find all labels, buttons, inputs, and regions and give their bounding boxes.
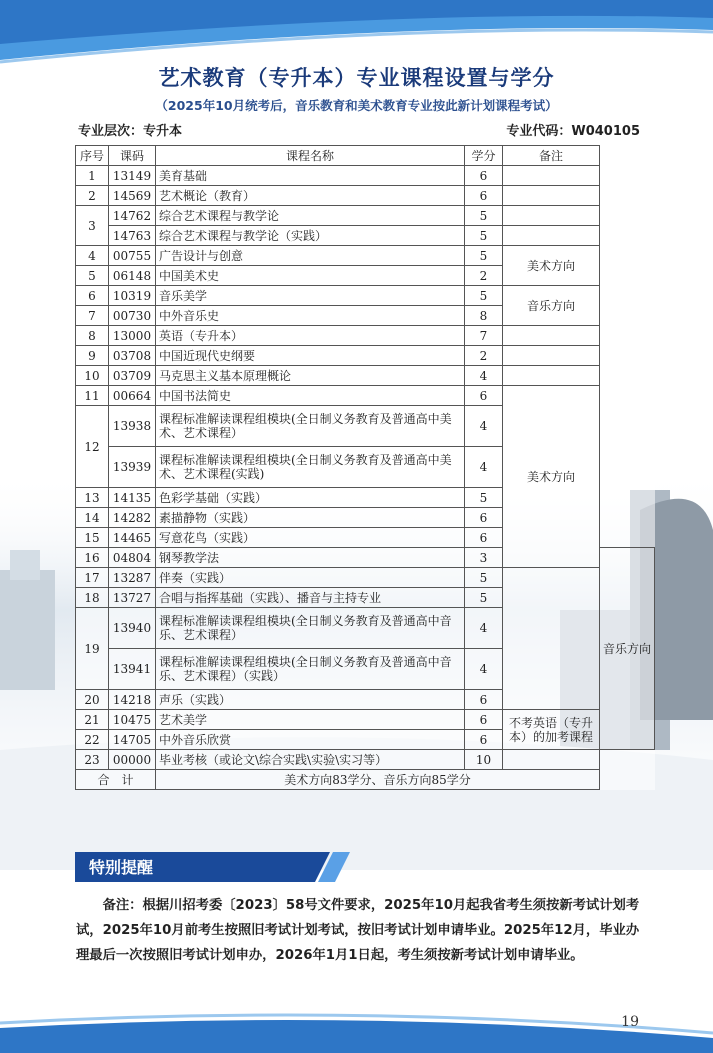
- cell-code: 14282: [109, 508, 156, 528]
- cell-note: [503, 166, 600, 186]
- cell-no: 4: [76, 246, 109, 266]
- table-row: [76, 588, 655, 608]
- cell-code: 13000: [109, 326, 156, 346]
- cell-name: 综合艺术课程与教学论: [156, 206, 465, 226]
- note-art-direction: 美术方向: [503, 246, 600, 286]
- cell-credit: 5: [465, 568, 503, 588]
- cell-name: 马克思主义基本原理概论: [156, 366, 465, 386]
- cell-name: 中外音乐欣赏: [156, 730, 465, 750]
- cell-credit: 6: [465, 730, 503, 750]
- cell-no: 6: [76, 286, 109, 306]
- cell-code: 13727: [109, 588, 156, 608]
- cell-code: 13941: [109, 649, 156, 690]
- cell-credit: 6: [465, 710, 503, 730]
- cell-no: 17: [76, 568, 109, 588]
- cell-name: 音乐美学: [156, 286, 465, 306]
- cell-no: 5: [76, 266, 109, 286]
- table-row: [76, 366, 655, 386]
- cell-no: 12: [76, 406, 109, 488]
- cell-no: 23: [76, 750, 109, 770]
- table-row: [76, 346, 655, 366]
- cell-note: [503, 206, 600, 226]
- cell-credit: 6: [465, 166, 503, 186]
- cell-no: 3: [76, 206, 109, 246]
- cell-code: 00000: [109, 750, 156, 770]
- cell-name: 课程标准解读课程组模块(全日制义务教育及普通高中美术、艺术课程）: [156, 406, 465, 447]
- table-row: [76, 286, 655, 306]
- cell-name: 伴奏（实践）: [156, 568, 465, 588]
- header-credit: 学分: [465, 146, 503, 166]
- cell-code: 13939: [109, 447, 156, 488]
- cell-code: 04804: [109, 548, 156, 568]
- cell-credit: 5: [465, 488, 503, 508]
- cell-credit: 6: [465, 186, 503, 206]
- cell-code: 00664: [109, 386, 156, 406]
- cell-code: 10475: [109, 710, 156, 730]
- cell-code: 13287: [109, 568, 156, 588]
- cell-code: 06148: [109, 266, 156, 286]
- cell-credit: 5: [465, 246, 503, 266]
- course-table: [75, 145, 655, 790]
- cell-code: 14705: [109, 730, 156, 750]
- bottom-decoration: [0, 1003, 713, 1053]
- cell-name: 钢琴教学法: [156, 548, 465, 568]
- table-row: [76, 386, 655, 406]
- cell-no: 16: [76, 548, 109, 568]
- cell-credit: 5: [465, 206, 503, 226]
- cell-no: 1: [76, 166, 109, 186]
- cell-no: 15: [76, 528, 109, 548]
- cell-code: 14135: [109, 488, 156, 508]
- header-no: 序号: [76, 146, 109, 166]
- cell-no: 7: [76, 306, 109, 326]
- note-music-direction: 音乐方向: [600, 548, 655, 750]
- table-row: [76, 649, 655, 690]
- note-extra-course: 不考英语（专升本）的加考课程: [503, 710, 600, 750]
- cell-code: 13940: [109, 608, 156, 649]
- table-row: [76, 690, 655, 710]
- cell-credit: 4: [465, 447, 503, 488]
- cell-note: [503, 366, 600, 386]
- cell-code: 00730: [109, 306, 156, 326]
- cell-credit: 6: [465, 528, 503, 548]
- cell-credit: 2: [465, 346, 503, 366]
- cell-name: 毕业考核（或论文\综合实践\实验\实习等）: [156, 750, 465, 770]
- cell-code: 14218: [109, 690, 156, 710]
- cell-code: 14762: [109, 206, 156, 226]
- cell-credit: 4: [465, 406, 503, 447]
- header-name: 课程名称: [156, 146, 465, 166]
- cell-name: 色彩学基础（实践）: [156, 488, 465, 508]
- cell-name: 素描静物（实践）: [156, 508, 465, 528]
- table-header-row: [76, 146, 655, 166]
- cell-name: 中国书法简史: [156, 386, 465, 406]
- cell-code: 14569: [109, 186, 156, 206]
- major-code: 专业代码：W040105: [506, 124, 640, 139]
- cell-credit: 6: [465, 386, 503, 406]
- cell-code: 00755: [109, 246, 156, 266]
- cell-no: 22: [76, 730, 109, 750]
- cell-name: 中国近现代史纲要: [156, 346, 465, 366]
- reminder-text: 备注：根据川招考委〔2023〕58号文件要求，2025年10月起我省考生须按新考试计划考试，2025年10月前考生按照旧考试计划考试，按旧考试计划申请毕业。2025年12月，毕业办理最后一次按照旧考试计划申办，2026年1月1日起，考生须按新考试计划申请毕业。: [76, 898, 640, 963]
- reminder-banner: [75, 852, 350, 882]
- total-value: 美术方向83学分、音乐方向85学分: [156, 770, 600, 790]
- page-subtitle: （2025年10月统考后，音乐教育和美术教育专业按此新计划课程考试）: [155, 98, 558, 113]
- note-music-direction: 音乐方向: [503, 286, 600, 326]
- cell-name: 写意花鸟（实践）: [156, 528, 465, 548]
- cell-credit: 6: [465, 508, 503, 528]
- cell-name: 广告设计与创意: [156, 246, 465, 266]
- cell-name: 课程标准解读课程组模块(全日制义务教育及普通高中美术、艺术课程(实践): [156, 447, 465, 488]
- cell-code: 03709: [109, 366, 156, 386]
- cell-no: 13: [76, 488, 109, 508]
- cell-credit: 5: [465, 226, 503, 246]
- cell-no: 9: [76, 346, 109, 366]
- cell-name: 艺术美学: [156, 710, 465, 730]
- table-row: [76, 710, 655, 730]
- cell-code: 13149: [109, 166, 156, 186]
- cell-no: 2: [76, 186, 109, 206]
- cell-name: 合唱与指挥基础（实践）、播音与主持专业: [156, 588, 465, 608]
- table-row: [76, 206, 655, 226]
- cell-note: [503, 326, 600, 346]
- cell-no: 21: [76, 710, 109, 730]
- cell-name: 声乐（实践）: [156, 690, 465, 710]
- cell-credit: 8: [465, 306, 503, 326]
- cell-no: 18: [76, 588, 109, 608]
- cell-credit: 6: [465, 690, 503, 710]
- cell-code: 14465: [109, 528, 156, 548]
- cell-credit: 2: [465, 266, 503, 286]
- cell-code: 03708: [109, 346, 156, 366]
- cell-credit: 10: [465, 750, 503, 770]
- table-row: [76, 186, 655, 206]
- table-row: [76, 226, 655, 246]
- table-row: [76, 326, 655, 346]
- table-row: [76, 568, 655, 588]
- page-number: 19: [621, 1014, 639, 1030]
- cell-name: 英语（专升本）: [156, 326, 465, 346]
- cell-credit: 4: [465, 366, 503, 386]
- cell-code: 14763: [109, 226, 156, 246]
- cell-name: 美育基础: [156, 166, 465, 186]
- cell-name: 中外音乐史: [156, 306, 465, 326]
- header-code: 课码: [109, 146, 156, 166]
- cell-name: 艺术概论（教育）: [156, 186, 465, 206]
- table-total-row: [76, 770, 655, 790]
- cell-no: 20: [76, 690, 109, 710]
- table-row: [76, 608, 655, 649]
- cell-note: [503, 346, 600, 366]
- cell-credit: 4: [465, 608, 503, 649]
- major-level: 专业层次：专升本: [78, 124, 183, 139]
- table-row: [76, 750, 655, 770]
- cell-credit: 5: [465, 588, 503, 608]
- cell-no: 19: [76, 608, 109, 690]
- page-title: 艺术教育（专升本）专业课程设置与学分: [158, 66, 555, 90]
- cell-credit: 4: [465, 649, 503, 690]
- cell-no: 8: [76, 326, 109, 346]
- reminder-heading: 特别提醒: [89, 858, 154, 877]
- cell-credit: 3: [465, 548, 503, 568]
- header-note: 备注: [503, 146, 600, 166]
- cell-name: 课程标准解读课程组模块(全日制义务教育及普通高中音乐、艺术课程）（实践）: [156, 649, 465, 690]
- cell-name: 课程标准解读课程组模块(全日制义务教育及普通高中音乐、艺术课程）: [156, 608, 465, 649]
- cell-no: 14: [76, 508, 109, 528]
- note-art-direction: 美术方向: [503, 386, 600, 568]
- table-row: [76, 246, 655, 266]
- cell-note: [503, 750, 600, 770]
- cell-name: 中国美术史: [156, 266, 465, 286]
- total-label: 合 计: [76, 770, 156, 790]
- cell-code: 13938: [109, 406, 156, 447]
- cell-no: 10: [76, 366, 109, 386]
- cell-code: 10319: [109, 286, 156, 306]
- cell-credit: 5: [465, 286, 503, 306]
- cell-name: 综合艺术课程与教学论（实践）: [156, 226, 465, 246]
- cell-credit: 7: [465, 326, 503, 346]
- cell-note: [503, 226, 600, 246]
- table-row: [76, 166, 655, 186]
- cell-no: 11: [76, 386, 109, 406]
- cell-note: [503, 186, 600, 206]
